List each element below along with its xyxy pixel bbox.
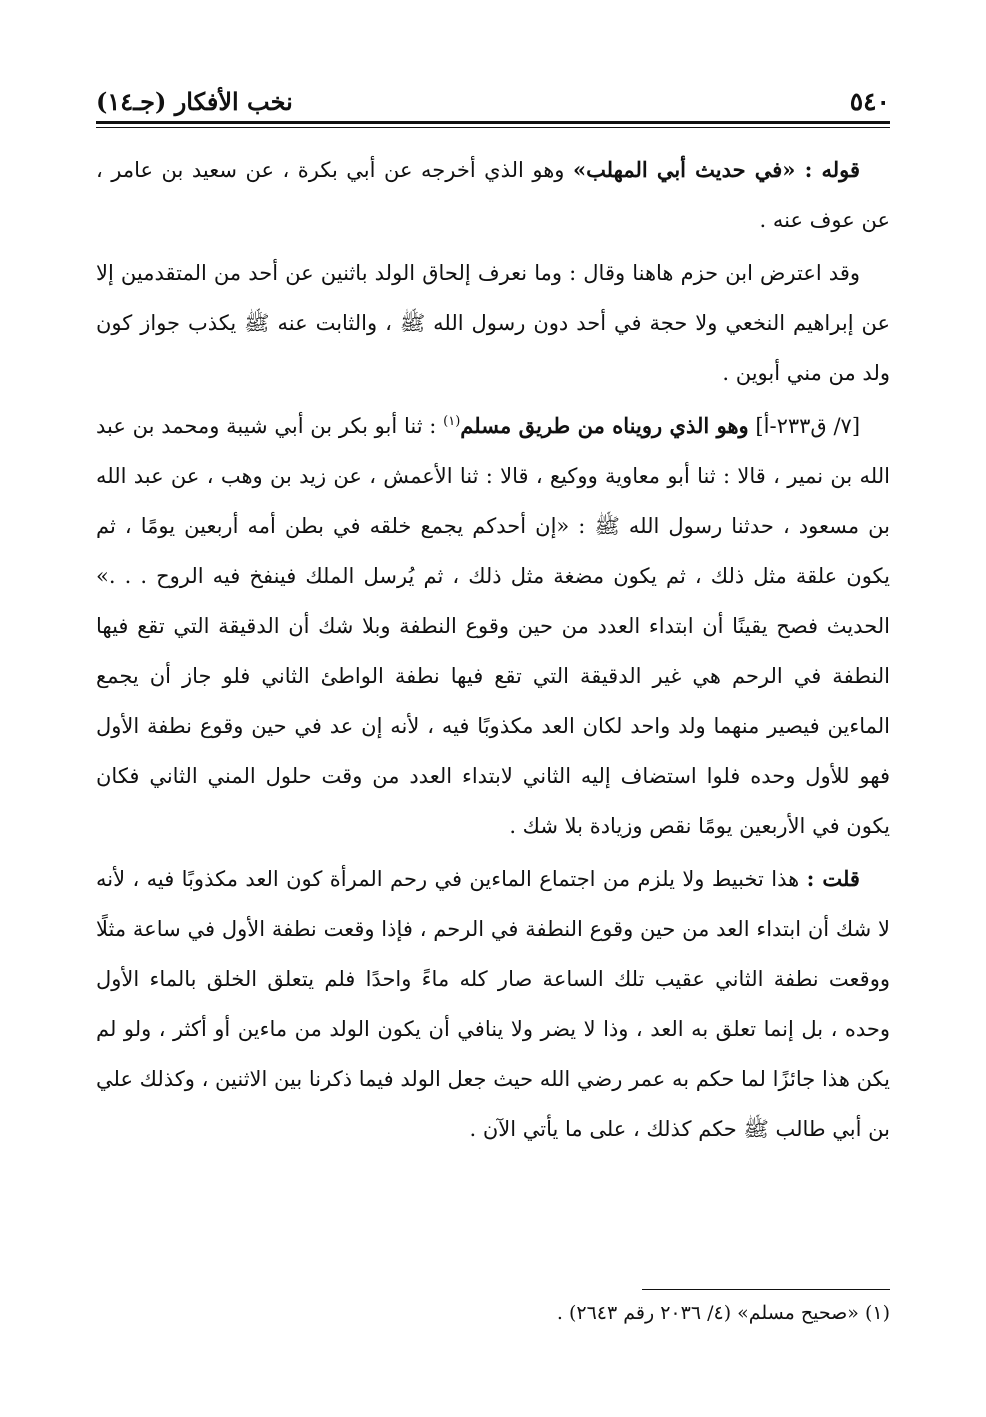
main-text [96,145,890,1157]
manuscript-reference: [٧/ ق٢٣٣-أ] [748,414,861,438]
footnote: (١) «صحيح مسلم» (٤/ ٢٠٣٦ رقم ٢٦٤٣) . [556,1302,890,1324]
header-rule-thick [96,121,890,124]
page-number: ٥٤٠ [849,87,890,116]
paragraph-body: وقد اعترض ابن حزم هاهنا وقال : وما نعرف إلحاق الولد باثنين عن أحد من المتقدمين إلا عن إبراهيم النخعي ولا حجة في أحد دون رسول الله ﷺ ، والثابت عنه ﷺ يكذب جواز كون ولد من مني أبوين . [96,261,890,385]
footnote-marker: (١) [443,414,461,429]
paragraph-2 [96,248,890,398]
book-title: نخب الأفكار (جـ١٤) [96,87,293,116]
paragraph-body: وهو الذي أخرجه عن أبي بكرة ، عن سعيد بن عامر ، عن عوف عنه . [96,158,890,232]
paragraph-3 [96,401,890,851]
footnote-rule [642,1289,890,1290]
paragraph-lead: قلت : [806,866,860,891]
paragraph-lead: قوله : «في حديث أبي المهلب» [572,157,860,182]
paragraph-body: هذا تخبيط ولا يلزم من اجتماع الماءين في رحم المرأة كون العد مكذوبًا فيه ، لأنه لا شك أن ابتداء العد من حين وقوع النطفة في الرحم ، فإذا وقعت نطفة الأول في ساعة مثلًا ووقعت نطفة الثاني عقيب تلك الساعة صار كله ماءً واحدًا فلم يتعلق الخلق بالماء الأول وحده ، بل إنما تعلق به العد ، وذا لا يضر ولا ينافي أن يكون الولد من ماءين أو أكثر ، ولو لم يكن هذا جائزًا لما حكم به عمر رضي الله حيث جعل الولد فيما ذكرنا بين الاثنين ، وكذلك علي بن أبي طالب ﷺ حكم كذلك ، على ما يأتي الآن . [96,867,890,1141]
header-rule-thin [96,127,890,128]
paragraph-body: : ثنا أبو بكر بن أبي شيبة ومحمد بن عبد الله بن نمير ، قالا : ثنا أبو معاوية ووكيع ، قالا : ثنا الأعمش ، عن زيد بن وهب ، عن عبد الله بن مسعود ، حدثنا رسول الله ﷺ : «إن أحدكم يجمع خلقه في بطن أمه أربعين يومًا ، ثم يكون علقة مثل ذلك ، ثم يكون مضغة مثل ذلك ، ثم يُرسل الملك فينفخ فيه الروح . . .» الحديث فصح يقينًا أن ابتداء العدد من حين وقوع النطفة وبلا شك أن الدقيقة التي تقع فيها النطفة في الرحم هي غير الدقيقة التي تقع فيها نطفة الواطئ الثاني فلو جاز أن يجمع الماءين فيصير منهما ولد واحد لكان العد مكذوبًا فيه ، لأنه إن عد في حين وقوع نطفة الأول فهو للأول وحده فلوا استضاف إليه الثاني لابتداء العدد من وقت حلول المني الثاني فكان يكون في الأربعين يومًا نقص وزيادة بلا شك . [96,414,890,838]
paragraph-lead: وهو الذي رويناه من طريق مسلم [460,413,749,438]
paragraph-1 [96,145,890,245]
running-header [96,82,890,116]
paragraph-4 [96,854,890,1154]
